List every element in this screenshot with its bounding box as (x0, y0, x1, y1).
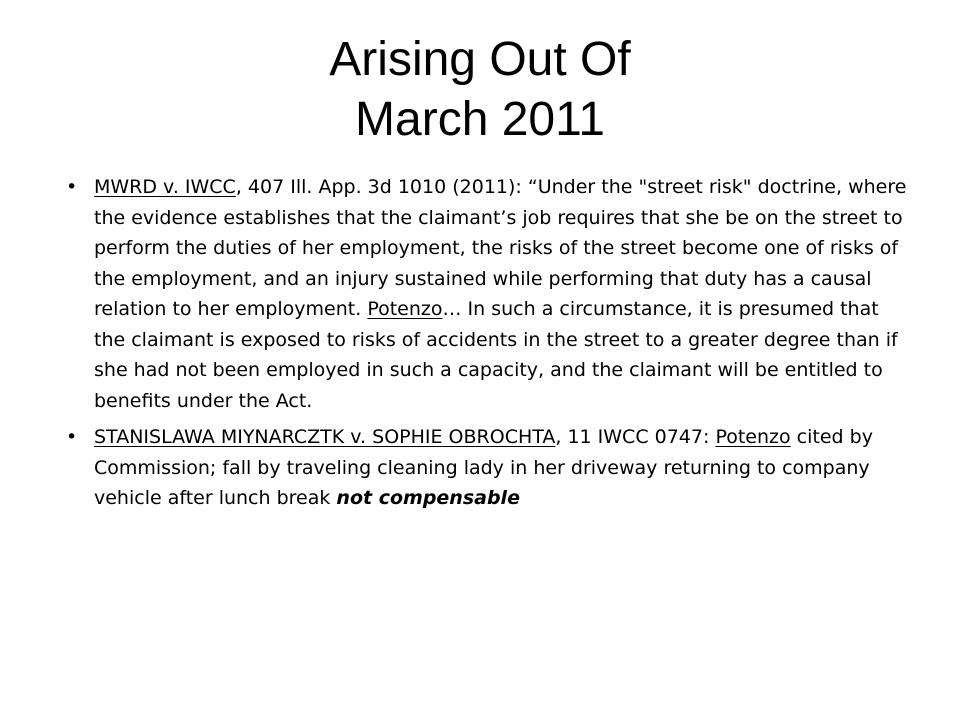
quote-rest-mwrd: … In such a circumstance, it is presumed that the claimant is exposed to risks of accidents in the street to a greater degree than if she had not been employed in such a capacity, and the claimant will be entitled to benefits under the Act. (94, 298, 898, 412)
bullet-item-miynarcztk (62, 422, 912, 514)
bullet-icon: • (66, 176, 78, 198)
ref-case-potenzo: Potenzo (367, 298, 443, 320)
emphasis-not-compensable: not compensable (336, 487, 520, 509)
bullet-item-mwrd (62, 172, 912, 416)
citation-text-mwrd: , 407 Ill. App. 3d 1010 (2011): “Under the "street risk" doctrine, where the evidence establishes that the claimant’s job requires that she be on the street to perform the duties of her employment, the risks of the street become one of risks of the employment, and an injury sustained while performing that duty has a causal relation to her employment. (94, 176, 907, 320)
ref-case-potenzo-2: Potenzo (715, 426, 791, 448)
slide-title (60, 30, 900, 150)
bullet-icon: • (66, 426, 78, 448)
case-name-mwrd: MWRD v. IWCC (94, 176, 236, 198)
case-name-miynarcztk: STANISLAWA MIYNARCZTK v. SOPHIE OBROCHTA (94, 426, 556, 448)
bullet-list (62, 172, 912, 520)
title-line-1: Arising Out Of (329, 33, 631, 86)
text-rest-miynarcztk: cited by Commission; fall by traveling cleaning lady in her driveway returning to company vehicle after lunch break (94, 426, 873, 509)
title-line-2: March 2011 (355, 93, 605, 146)
citation-text-miynarcztk: , 11 IWCC 0747: (555, 426, 716, 448)
